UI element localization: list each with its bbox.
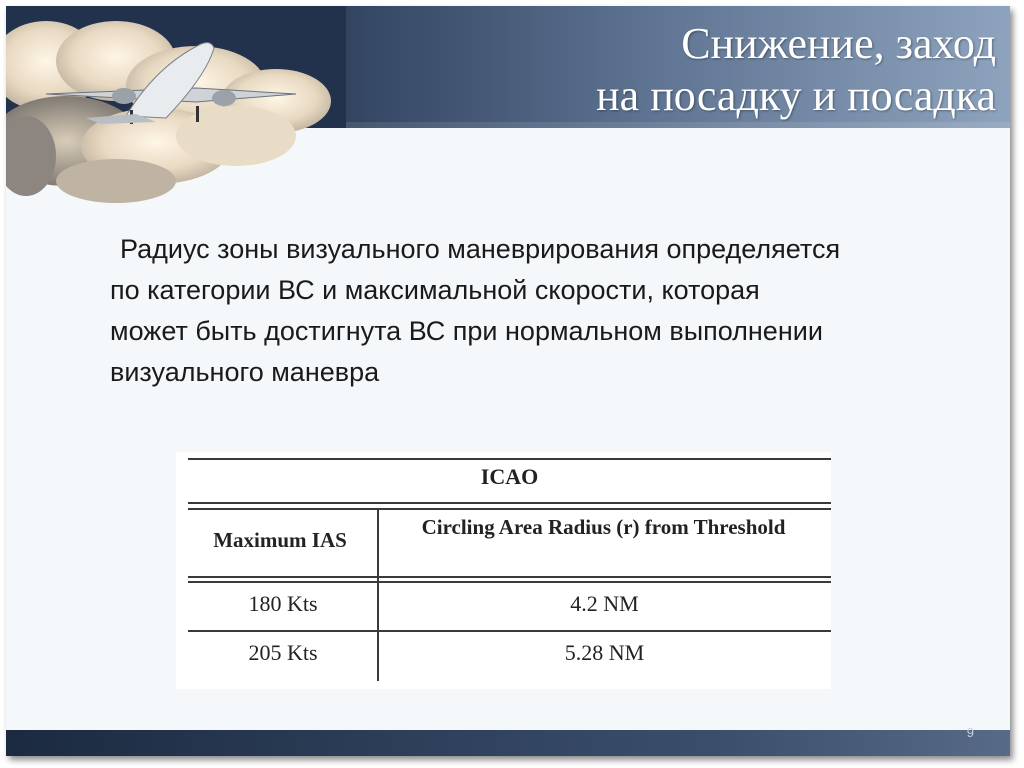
table-rule	[188, 502, 831, 504]
body-line: может быть достигнута ВС при нормальном выполнении	[110, 316, 823, 346]
body-paragraph	[110, 229, 980, 393]
table-rule	[188, 581, 831, 583]
table-rule	[188, 576, 831, 578]
title-line-1: Снижение, заход	[681, 19, 996, 68]
table-cell: 180 Kts	[248, 591, 318, 616]
footer-band	[6, 730, 1010, 756]
table-rule	[188, 508, 831, 510]
icao-table	[176, 452, 831, 689]
table-cell: 5.28 NM	[564, 640, 645, 665]
column-header: Circling Area Radius (r) from Threshold	[421, 515, 786, 539]
table-rule	[188, 630, 831, 632]
slide	[6, 6, 1010, 756]
body-line: по категории ВС и максимальной скорости, которая	[110, 275, 760, 305]
table-rule	[188, 458, 831, 460]
title-line-2: на посадку и посадка	[596, 71, 996, 120]
page-title	[436, 18, 996, 122]
body-line: визуального маневра	[110, 357, 380, 387]
table-cell: 205 Kts	[248, 640, 318, 665]
column-header: Maximum IAS	[213, 528, 347, 552]
table-cell: 4.2 NM	[570, 591, 639, 616]
table-caption: ICAO	[480, 464, 539, 489]
airplane-clouds-image	[6, 6, 346, 206]
body-line: Радиус зоны визуального маневрирования определяется	[120, 234, 841, 264]
page-number: 9	[966, 725, 974, 740]
